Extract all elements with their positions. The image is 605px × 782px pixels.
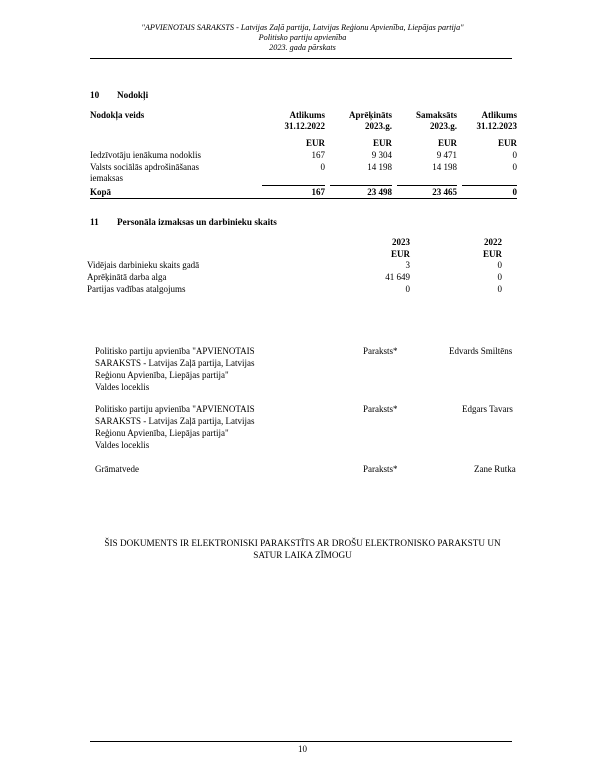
signatory-name: Edgars Tavars (462, 404, 513, 414)
tax-total-c3: 23 465 (432, 187, 457, 197)
tax-row-name: Iedzīvotāju ienākuma nodoklis (90, 150, 201, 160)
signature-org-line: Reģionu Apvienība, Liepājas partija" (95, 370, 229, 380)
col2-header-line2: 2023.g. (365, 121, 392, 131)
staff-row-2023: 41 649 (385, 272, 410, 282)
tax-row-c2: 14 198 (367, 162, 392, 172)
staff-row-2022: 0 (497, 260, 502, 270)
signature-org-line: Reģionu Apvienība, Liepājas partija" (95, 428, 229, 438)
year-2023-header: 2023 (392, 237, 410, 247)
total-rule-c1 (262, 185, 325, 186)
signature-role: Valdes loceklis (95, 440, 150, 450)
col1-currency: EUR (305, 138, 325, 148)
tax-row-c4: 0 (512, 150, 517, 160)
currency-2023: EUR (390, 249, 410, 259)
header-rule (90, 58, 512, 59)
staff-row-name: Vidējais darbinieku skaits gadā (87, 260, 200, 270)
header-title: "APVIENOTAIS SARAKSTS - Latvijas Zaļā partija, Latvijas Reģionu Apvienība, Liepājas partija" (141, 23, 464, 32)
staff-row-2023: 3 (405, 260, 410, 270)
signature-mark: Paraksts* (363, 346, 398, 356)
header-subtitle: Politisko partiju apvienība (258, 33, 347, 42)
signature-org-line: SARAKSTS - Latvijas Zaļā partija, Latvijas (95, 358, 255, 368)
tax-total-label: Kopā (90, 187, 112, 197)
col1-header-line1: Atlikums (289, 110, 325, 120)
tax-row-name: Valsts sociālās apdrošināšanas (90, 162, 199, 172)
col3-header-line2: 2023.g. (430, 121, 457, 131)
page-number: 10 (298, 744, 307, 754)
total-rule-c2 (330, 185, 392, 186)
col2-header-line1: Aprēķināts (348, 110, 392, 120)
signatory-name: Zane Rutka (474, 464, 516, 474)
staff-row-name: Partijas vadības atalgojums (87, 284, 186, 294)
tax-row-c3: 14 198 (432, 162, 457, 172)
e-signature-notice: ŠIS DOKUMENTS IR ELEKTRONISKI PARAKSTĪTS AR DROŠU ELEKTRONISKO PARAKSTU UN (104, 538, 501, 548)
signature-org-line: SARAKSTS - Latvijas Zaļā partija, Latvijas (95, 416, 255, 426)
currency-2022: EUR (482, 249, 502, 259)
col4-currency: EUR (497, 138, 517, 148)
tax-row-c3: 9 471 (436, 150, 457, 160)
tax-col-label: Nodokļa veids (90, 110, 145, 120)
signature-role: Grāmatvede (95, 464, 139, 474)
tax-total-c4: 0 (512, 187, 517, 197)
total-rule-c3 (397, 185, 457, 186)
signature-org-line: Politisko partiju apvienība "APVIENOTAIS (95, 346, 255, 356)
footer-rule (90, 741, 512, 742)
signatory-name: Edvards Smiltēns (449, 346, 513, 356)
tax-row-c2: 9 304 (371, 150, 392, 160)
staff-row-2022: 0 (497, 272, 502, 282)
e-signature-notice-cont: SATUR LAIKA ZĪMOGU (253, 550, 352, 560)
total-bottom-rule (90, 198, 517, 199)
staff-row-2022: 0 (497, 284, 502, 294)
section10-title: Nodokļi (117, 90, 149, 100)
header-year: 2023. gada pārskats (269, 43, 336, 52)
signature-org-line: Politisko partiju apvienība "APVIENOTAIS (95, 404, 255, 414)
staff-row-name: Aprēķinātā darba alga (87, 272, 167, 282)
section11-number: 11 (90, 217, 99, 227)
section11-title: Personāla izmaksas un darbinieku skaits (117, 217, 277, 227)
signature-mark: Paraksts* (363, 464, 398, 474)
signature-mark: Paraksts* (363, 404, 398, 414)
col4-header-line2: 31.12.2023 (476, 121, 517, 131)
staff-row-2023: 0 (405, 284, 410, 294)
tax-row-c1: 0 (320, 162, 325, 172)
total-rule-c4 (462, 185, 517, 186)
year-2022-header: 2022 (484, 237, 502, 247)
tax-total-c2: 23 498 (367, 187, 392, 197)
signature-role: Valdes loceklis (95, 382, 150, 392)
section10-number: 10 (90, 90, 100, 100)
col1-header-line2: 31.12.2022 (284, 121, 325, 131)
col2-currency: EUR (372, 138, 392, 148)
tax-row-name-cont: iemaksas (90, 173, 123, 183)
col4-header-line1: Atlikums (481, 110, 517, 120)
col3-header-line1: Samaksāts (415, 110, 457, 120)
tax-row-c4: 0 (512, 162, 517, 172)
col3-currency: EUR (437, 138, 457, 148)
tax-total-c1: 167 (311, 187, 325, 197)
tax-row-c1: 167 (311, 150, 325, 160)
